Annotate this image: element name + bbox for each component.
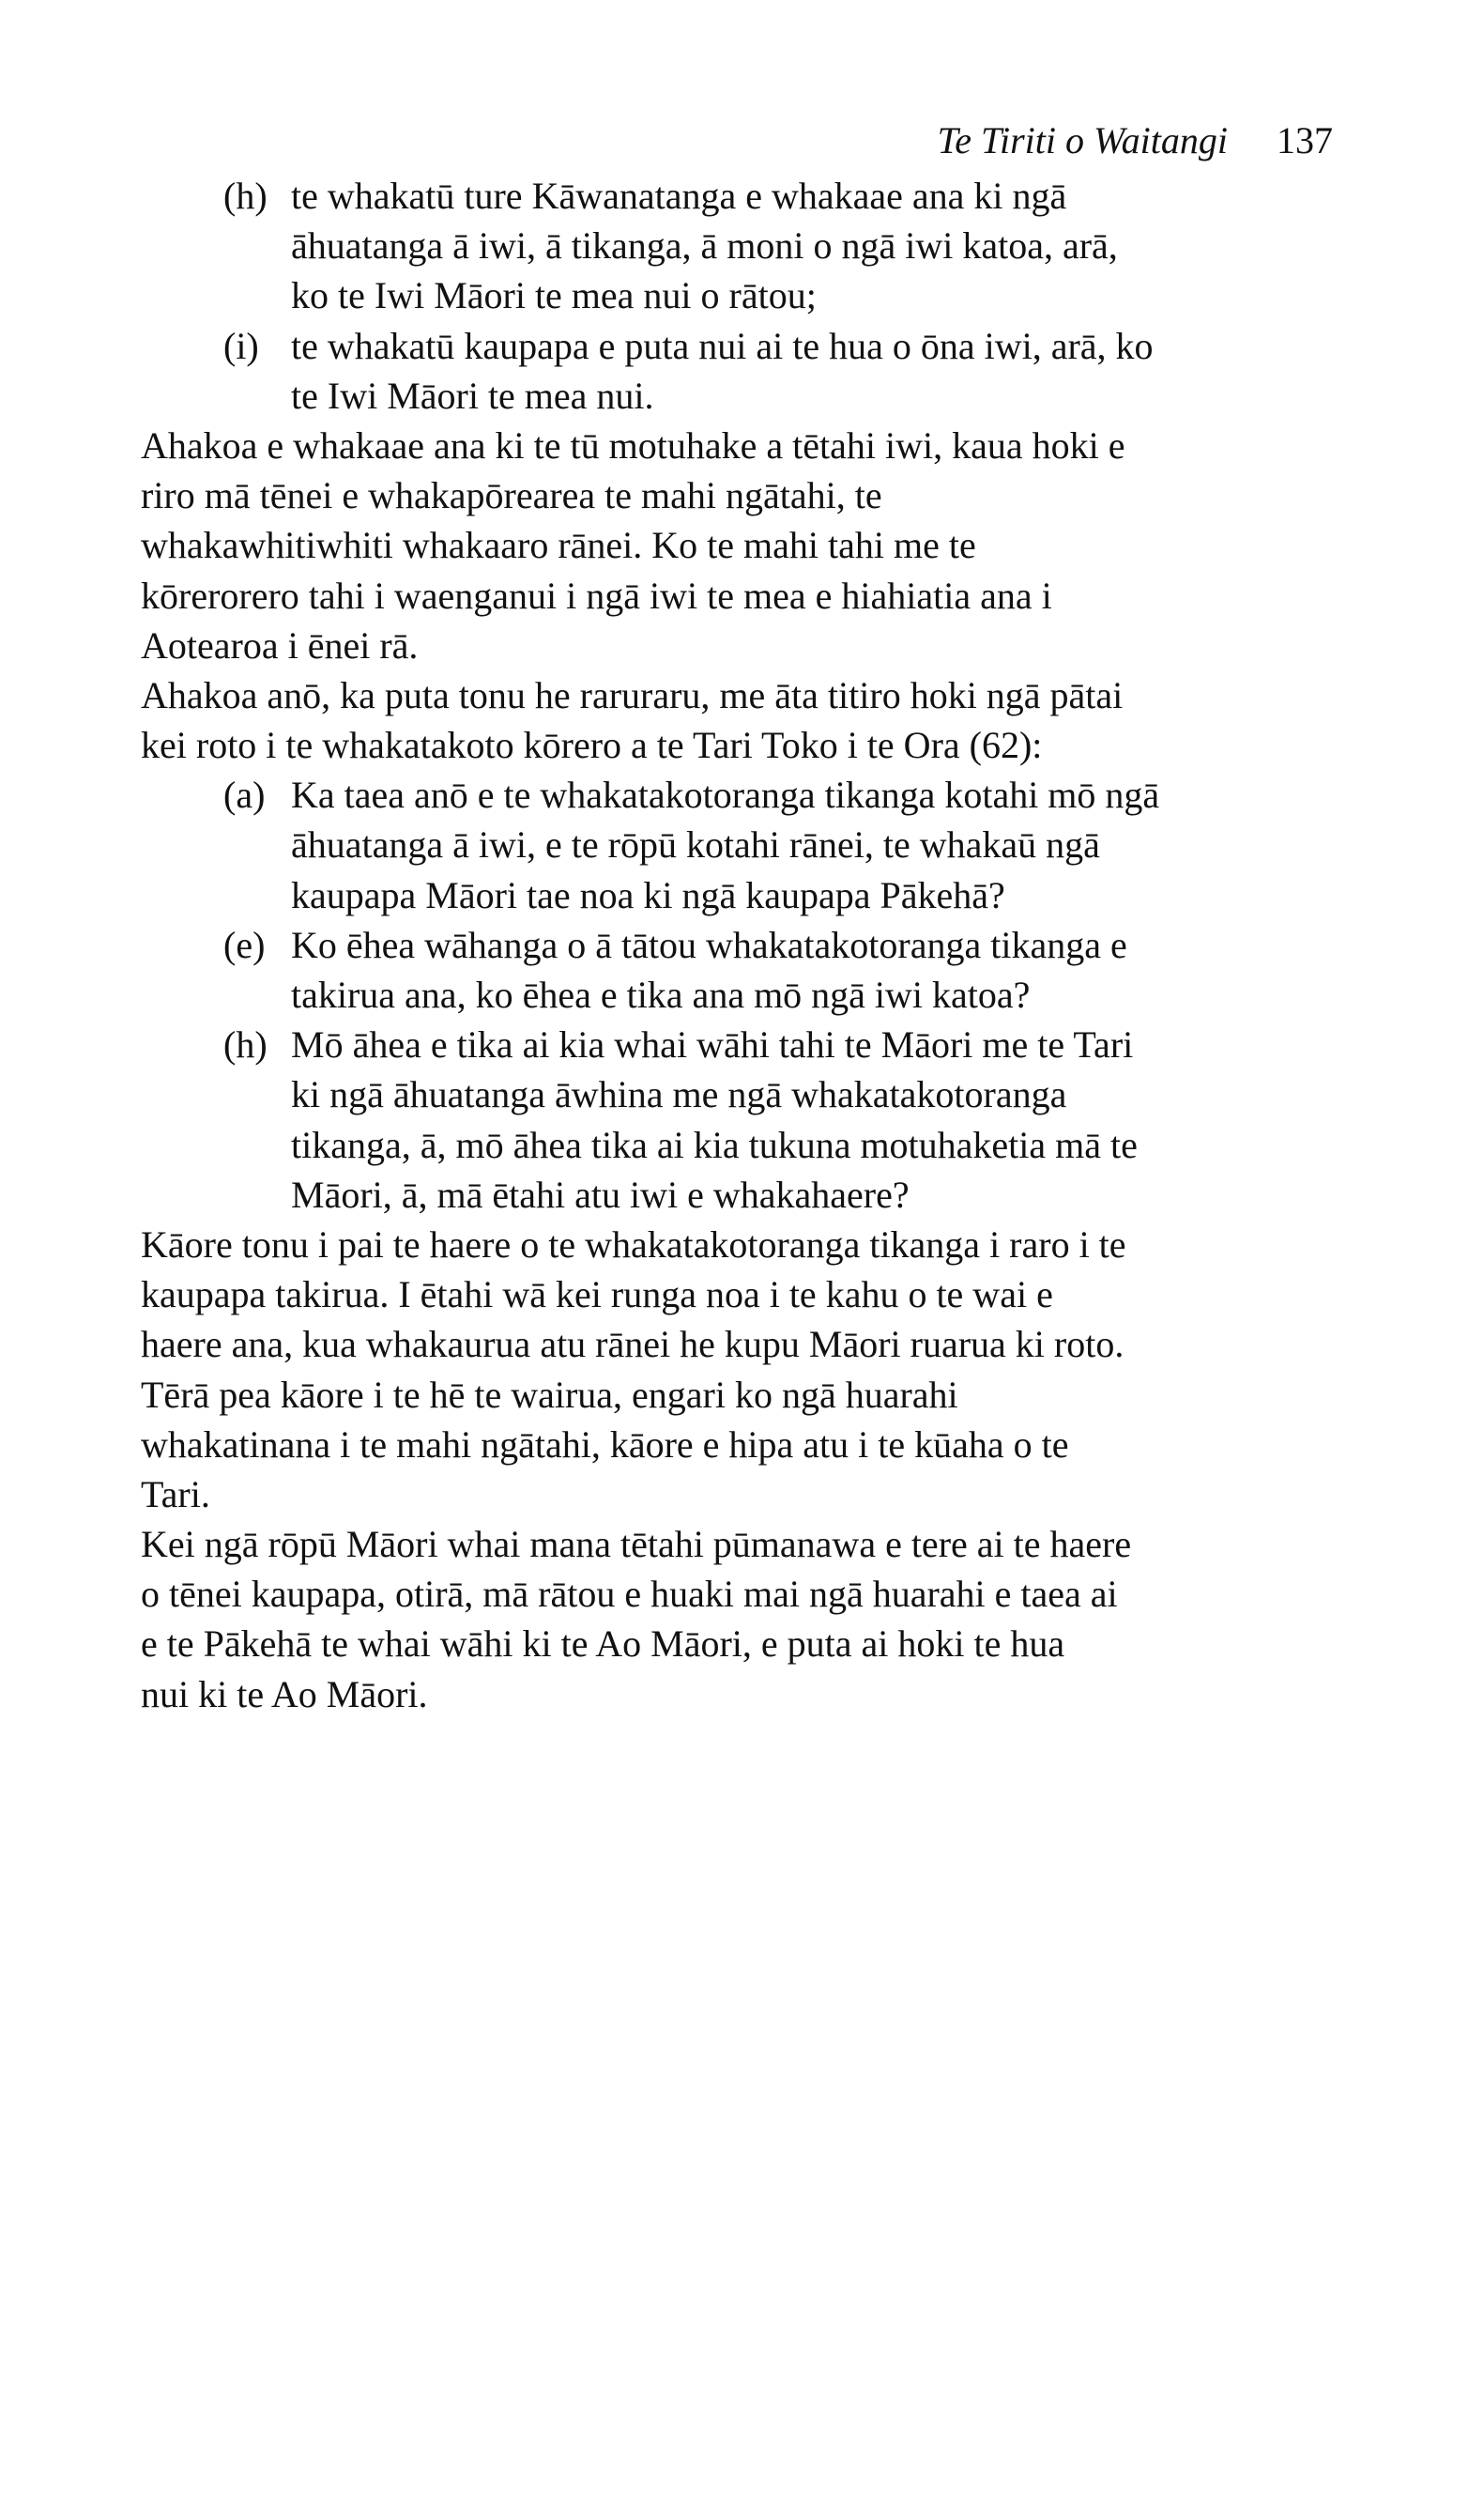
paragraph-2 [141, 670, 1333, 770]
text-line: takirua ana, ko ēhea e tika ana mō ngā iwi katoa? [291, 974, 1031, 1016]
text-line: whakatinana i te mahi ngātahi, kāore e hipa atu i te kūaha o te [141, 1422, 1069, 1466]
text-line: āhuatanga ā iwi, ā tikanga, ā moni o ngā iwi katoa, arā, [291, 224, 1118, 268]
list-item [141, 770, 1333, 920]
text-line: Tērā pea kāore i te hē te wairua, engari ko ngā huarahi [141, 1373, 958, 1416]
text-line: Aotearoa i ēnei rā. [141, 623, 419, 667]
text-line: Ahakoa anō, ka puta tonu he raruraru, me āta titiro hoki ngā pātai [141, 673, 1124, 716]
list-item-marker: (h) [223, 175, 268, 217]
text-line: te Iwi Māori te mea nui. [291, 374, 654, 417]
text-line: tikanga, ā, mō āhea tika ai kia tukuna motuhaketia mā te [291, 1123, 1138, 1166]
list-item-marker: (i) [223, 324, 259, 367]
text-line: Ahakoa e whakaae ana ki te tū motuhake a tētahi iwi, kaua hoki e [141, 423, 1125, 467]
text-line: Ko ēhea wāhanga o ā tātou whakatakotoranga tikanga e [291, 923, 1127, 966]
list-item [141, 171, 1333, 321]
list-item [141, 321, 1333, 421]
text-line: kōrerorero tahi i waenganui i ngā iwi te mea e hiahiatia ana i [141, 574, 1052, 617]
text-line: Māori, ā, mā ētahi atu iwi e whakahaere? [291, 1173, 910, 1216]
text-line: Kei ngā rōpū Māori whai mana tētahi pūmanawa e tere ai te haere [141, 1523, 1132, 1566]
text-line: te whakatū kaupapa e puta nui ai te hua o ōna iwi, arā, ko [291, 324, 1154, 367]
text-line: whakawhitiwhiti whakaaro rānei. Ko te mahi tahi me te [141, 524, 976, 567]
text-line: riro mā tēnei e whakapōrearea te mahi ngātahi, te [141, 474, 882, 517]
text-line: kei roto i te whakatakoto kōrero a te Tari Toko i te Ora (62): [141, 724, 1043, 767]
paragraph-1 [141, 421, 1333, 670]
page-number: 137 [1277, 119, 1333, 161]
text-line: āhuatanga ā iwi, e te rōpū kotahi rānei, te whakaū ngā [291, 823, 1100, 867]
running-title: Te Tiriti o Waitangi [937, 119, 1228, 161]
paragraph-4 [141, 1519, 1333, 1719]
text-line: haere ana, kua whakaurua atu rānei he kupu Māori ruarua ki roto. [141, 1323, 1124, 1366]
list-item-marker: (a) [223, 774, 266, 817]
text-line: Tari. [141, 1472, 210, 1515]
text-line: nui ki te Ao Māori. [141, 1672, 428, 1715]
text-line: Ka taea anō e te whakatakotoranga tikanga kotahi mō ngā [291, 774, 1160, 817]
list-2 [141, 770, 1333, 1220]
list-1 [141, 171, 1333, 421]
text-line: ki ngā āhuatanga āwhina me ngā whakatakotoranga [291, 1073, 1067, 1116]
list-item [141, 1020, 1333, 1220]
text-line: ko te Iwi Māori te mea nui o rātou; [291, 274, 817, 317]
text-line: Kāore tonu i pai te haere o te whakatakotoranga tikanga i raro i te [141, 1222, 1126, 1266]
text-line: Mō āhea e tika ai kia whai wāhi tahi te Māori me te Tari [291, 1023, 1134, 1067]
text-line: kaupapa Māori tae noa ki ngā kaupapa Pākehā? [291, 873, 1005, 916]
list-item [141, 920, 1333, 1020]
list-item-marker: (e) [223, 923, 266, 966]
text-line: e te Pākehā te whai wāhi ki te Ao Māori, e puta ai hoki te hua [141, 1622, 1065, 1666]
text-line: o tēnei kaupapa, otirā, mā rātou e huaki mai ngā huarahi e taea ai [141, 1573, 1118, 1616]
running-head [141, 111, 1333, 171]
paragraph-3 [141, 1220, 1333, 1519]
body-text [141, 171, 1333, 1719]
book-page [141, 111, 1333, 1719]
text-line: te whakatū ture Kāwanatanga e whakaae ana ki ngā [291, 175, 1067, 217]
list-item-marker: (h) [223, 1023, 268, 1067]
text-line: kaupapa takirua. I ētahi wā kei runga noa i te kahu o te wai e [141, 1273, 1053, 1316]
